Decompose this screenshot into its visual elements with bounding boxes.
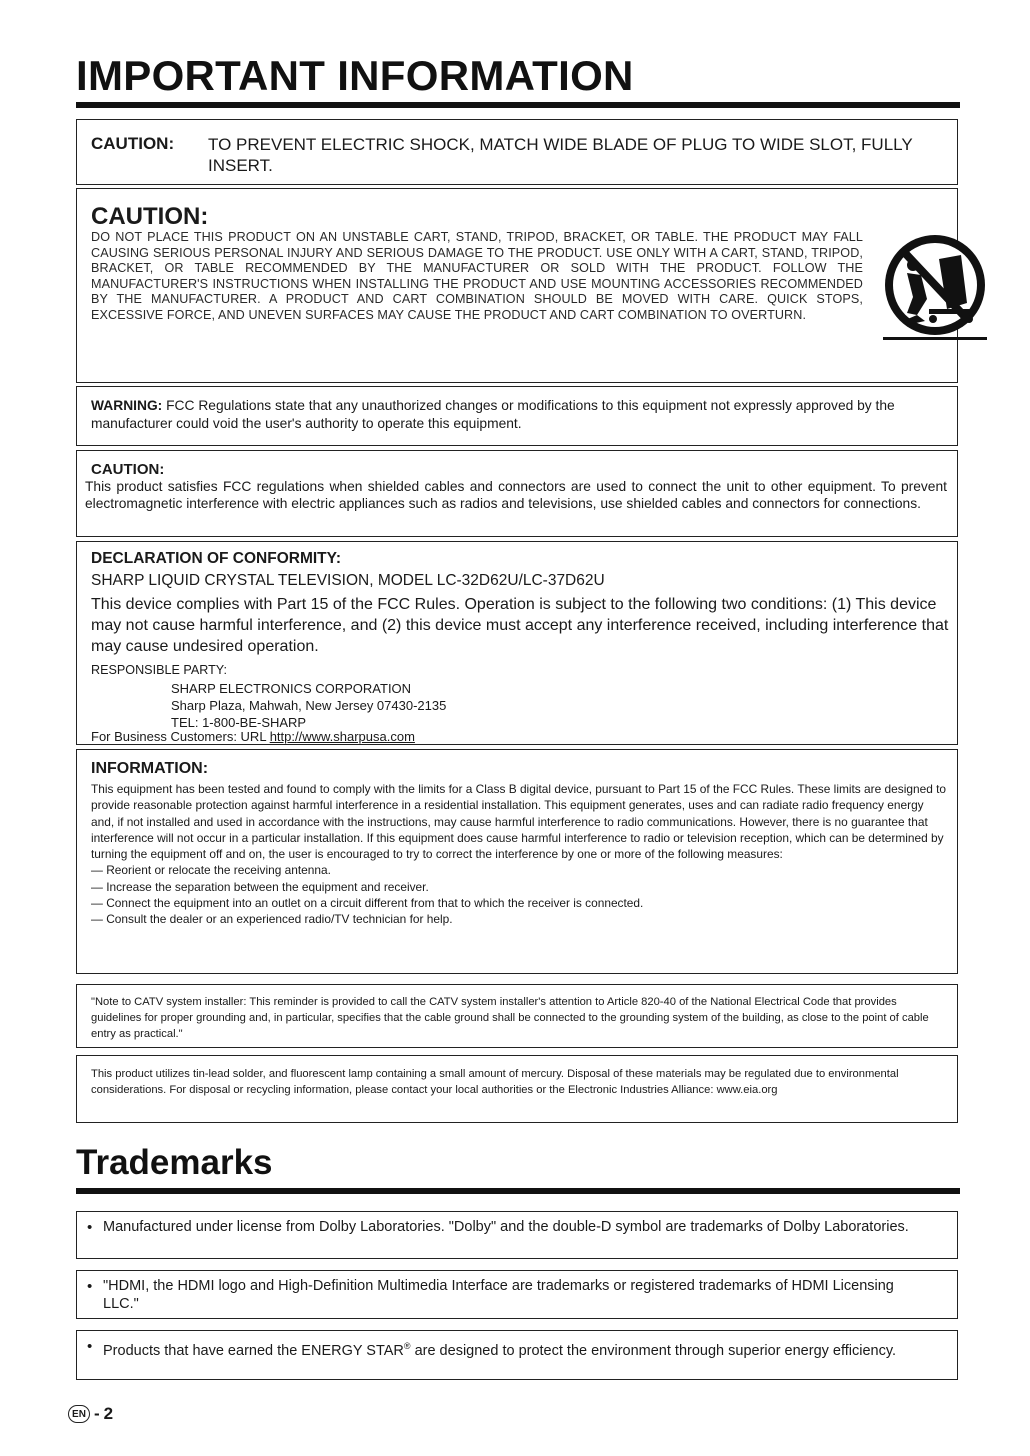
trademark-text: Manufactured under license from Dolby Laboratories. "Dolby" and the double-D symbol are trademarks of Dolby Laboratories.	[103, 1219, 909, 1235]
company-address: Sharp Plaza, Mahwah, New Jersey 07430-2135	[171, 698, 447, 713]
trademark-item	[76, 1330, 958, 1380]
declaration-model: SHARP LIQUID CRYSTAL TELEVISION, MODEL LC-32D62U/LC-37D62U	[91, 572, 605, 589]
page-number	[68, 1404, 113, 1424]
caution-cart-text: DO NOT PLACE THIS PRODUCT ON AN UNSTABLE CART, STAND, TRIPOD, BRACKET, OR TABLE. THE PRODUCT MAY FALL CAUSING SERIOUS PERSONAL INJURY AND SERIOUS DAMAGE TO THE PRODUCT. USE ONLY WITH A CART, STAND, TRIPOD, BRACKET, OR TABLE RECOMMENDED BY THE MANUFACTURER OR SOLD WITH THE PRODUCT. FOLLOW THE MANUFACTURER'S INSTRUCTIONS WHEN INSTALLING THE PRODUCT AND USE MOUNTING ACCESSORIES RECOMMENDED BY THE MANUFACTURER. A PRODUCT AND CART COMBINATION SHOULD BE MOVED WITH CARE. QUICK STOPS, EXCESSIVE FORCE, AND UNEVEN SURFACES MAY CAUSE THE PRODUCT AND CART COMBINATION TO OVERTURN.	[91, 230, 863, 322]
trademark-item	[76, 1270, 958, 1319]
measure-item: — Connect the equipment into an outlet on a circuit different from that to which the receiver is connected.	[91, 896, 644, 911]
warning-box	[76, 386, 958, 446]
page-title: IMPORTANT INFORMATION	[76, 52, 634, 99]
trademarks-rule	[76, 1188, 960, 1194]
energy-star-after: are designed to protect the environment through superior energy efficiency.	[410, 1342, 897, 1359]
lead-note-text: This product utilizes tin-lead solder, and fluorescent lamp containing a small amount of mercury. Disposal of these materials may be regulated due to environmental considerations. For disposal or recycling information, please contact your local authorities or the Electronic Industries Alliance: www.eia.org	[91, 1068, 899, 1096]
trademark-item	[76, 1211, 958, 1259]
caution-fcc-title: CAUTION:	[91, 461, 165, 478]
information-text: This equipment has been tested and found to comply with the limits for a Class B digital device, pursuant to Part 15 of the FCC Rules. These limits are designed to provide reasonable protection against harmful interference in a residential installation. This equipment generates, uses and can radiate radio frequency energy and, if not installed and used in accordance with the instructions, may cause harmful interference to radio communications. However, there is no guarantee that interference will not occur in a particular installation. If this equipment does cause harmful interference to radio or television reception, which can be determined by turning the equipment off and on, the user is encouraged to try to correct the interference by one or more of the following measures:	[91, 782, 947, 862]
information-title: INFORMATION:	[91, 760, 209, 777]
trademarks-heading: Trademarks	[76, 1143, 273, 1182]
cart-tip-warning-icon	[877, 229, 997, 349]
caution-label: CAUTION:	[91, 134, 175, 153]
business-label: For Business Customers: URL	[91, 729, 270, 744]
caution-cart-box	[76, 188, 958, 383]
title-rule	[76, 102, 960, 108]
energy-star-before: Products that have earned the ENERGY STAR	[103, 1342, 404, 1359]
language-badge: EN	[68, 1405, 90, 1423]
declaration-title: DECLARATION OF CONFORMITY:	[91, 550, 341, 567]
responsible-party-label: RESPONSIBLE PARTY:	[91, 663, 228, 677]
company-tel: TEL: 1-800-BE-SHARP	[171, 715, 307, 730]
measures-list	[91, 862, 947, 927]
measure-item: — Reorient or relocate the receiving antenna.	[91, 863, 331, 878]
company-name: SHARP ELECTRONICS CORPORATION	[171, 681, 412, 696]
sharp-url-link[interactable]: http://www.sharpusa.com	[269, 729, 415, 744]
warning-text	[91, 397, 943, 433]
measure-item: — Consult the dealer or an experienced radio/TV technician for help.	[91, 912, 453, 927]
information-body	[91, 781, 947, 928]
page-separator: -	[94, 1404, 100, 1423]
measure-item: — Increase the separation between the equipment and receiver.	[91, 879, 429, 894]
catv-note-box	[76, 984, 958, 1048]
business-customers-line	[91, 729, 415, 744]
information-box	[76, 749, 958, 974]
page-number-value: 2	[103, 1404, 114, 1423]
responsible-party-address	[171, 680, 446, 731]
caution-shock-text: TO PREVENT ELECTRIC SHOCK, MATCH WIDE BLADE OF PLUG TO WIDE SLOT, FULLY INSERT.	[208, 135, 913, 175]
bullet: •	[87, 1219, 93, 1236]
declaration-compliance: This device complies with Part 15 of the FCC Rules. Operation is subject to the following two conditions: (1) This device may not cause harmful interference, and (2) this device must accept any interference received, including interference that may cause undesired operation.	[91, 596, 949, 655]
caution-fcc-text: This product satisfies FCC regulations when shielded cables and connectors are used to connect the unit to other equipment. To prevent electromagnetic interference with electric appliances such as radios and televisions, use shielded cables and connectors for connections.	[85, 479, 947, 511]
trademark-text	[103, 1338, 933, 1360]
catv-note-text: "Note to CATV system installer: This reminder is provided to call the CATV system installer's attention to Article 820-40 of the National Electrical Code that provides guidelines for proper grounding and, in particular, specifies that the cable ground shall be connected to the grounding system of the building, as close to the point of cable entry as practical."	[91, 996, 929, 1040]
caution-shock-box	[76, 119, 958, 185]
bullet: •	[87, 1338, 93, 1355]
trademark-text: "HDMI, the HDMI logo and High-Definition Multimedia Interface are trademarks or registered trademarks of HDMI Licensing LLC."	[103, 1278, 894, 1312]
warning-body: FCC Regulations state that any unauthorized changes or modifications to this equipment not expressly approved by the manufacturer could void the user's authority to operate this equipment.	[91, 398, 895, 431]
declaration-box	[76, 541, 958, 745]
registered-mark: ®	[403, 1341, 411, 1351]
lead-note-box	[76, 1055, 958, 1123]
warning-label: WARNING:	[91, 398, 163, 413]
caution-cart-title: CAUTION:	[91, 203, 209, 230]
caution-fcc-box	[76, 450, 958, 537]
bullet: •	[87, 1278, 93, 1295]
